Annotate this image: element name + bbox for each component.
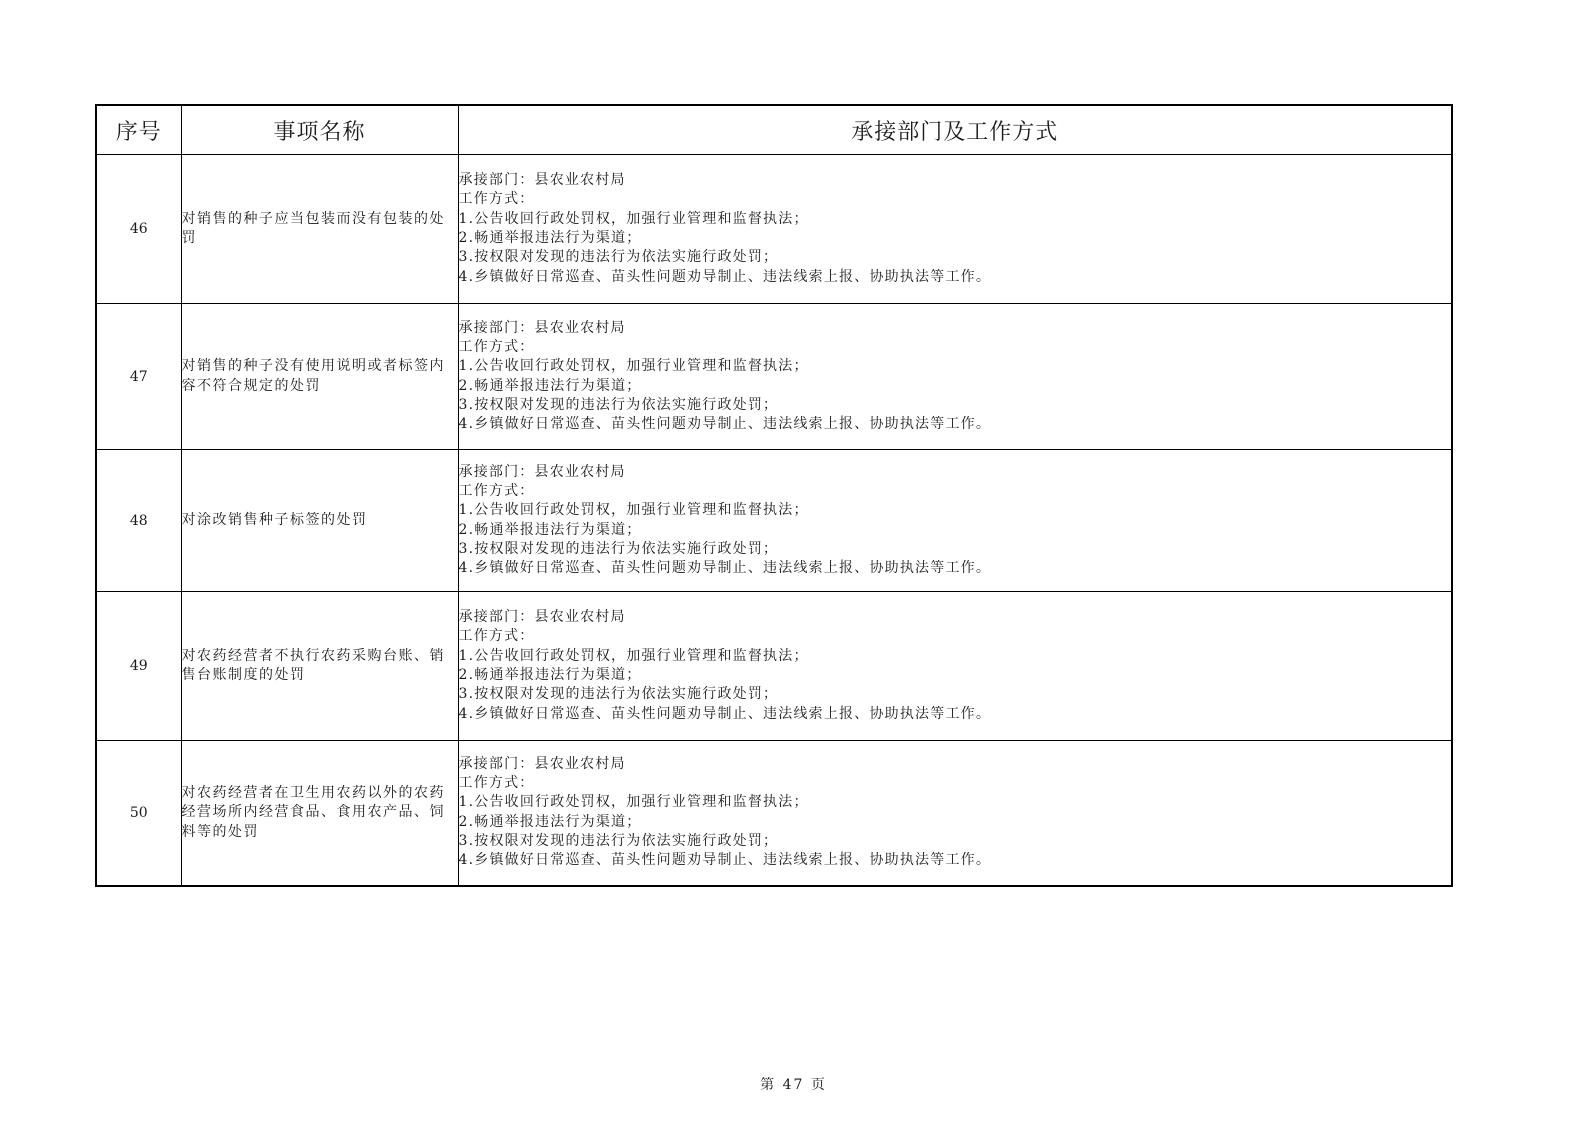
department-method-cell <box>458 304 1452 450</box>
method-label: 工作方式： <box>458 775 535 792</box>
method-step: 3.按权限对发现的违法行为依法实施行政处罚； <box>458 249 779 266</box>
method-label: 工作方式： <box>458 338 535 355</box>
page-number: 第 47 页 <box>760 1077 827 1093</box>
item-name: 对销售的种子没有使用说明或者标签内容不符合规定的处罚 <box>181 304 458 450</box>
header-serial-number: 序号 <box>96 105 181 155</box>
method-step: 2.畅通举报违法行为渠道； <box>458 521 642 538</box>
serial-number: 46 <box>96 155 181 304</box>
method-label: 工作方式： <box>458 628 535 645</box>
department-method-cell <box>458 741 1452 886</box>
item-name: 对涂改销售种子标签的处罚 <box>181 450 458 592</box>
method-step: 1.公告收回行政处罚权，加强行业管理和监督执法； <box>458 502 809 519</box>
method-step: 4.乡镇做好日常巡查、苗头性问题劝导制止、违法线索上报、协助执法等工作。 <box>458 268 992 285</box>
table-row <box>96 450 1452 592</box>
method-label: 工作方式： <box>458 191 535 208</box>
method-step: 1.公告收回行政处罚权，加强行业管理和监督执法； <box>458 794 809 811</box>
item-name: 对农药经营者在卫生用农药以外的农药经营场所内经营食品、食用农产品、饲料等的处罚 <box>181 741 458 886</box>
department-method-cell <box>458 592 1452 741</box>
table-row <box>96 592 1452 741</box>
items-table <box>95 104 1453 887</box>
method-step: 3.按权限对发现的违法行为依法实施行政处罚； <box>458 833 779 850</box>
department-method-cell <box>458 450 1452 592</box>
department-method-cell <box>458 155 1452 304</box>
method-step: 4.乡镇做好日常巡查、苗头性问题劝导制止、违法线索上报、协助执法等工作。 <box>458 560 992 577</box>
method-step: 2.畅通举报违法行为渠道； <box>458 230 642 246</box>
table-row <box>96 304 1452 450</box>
serial-number: 49 <box>96 592 181 741</box>
method-step: 4.乡镇做好日常巡查、苗头性问题劝导制止、违法线索上报、协助执法等工作。 <box>458 705 992 722</box>
method-step: 2.畅通举报违法行为渠道； <box>458 377 642 394</box>
method-step: 2.畅通举报违法行为渠道； <box>458 813 642 830</box>
table-row <box>96 741 1452 886</box>
method-step: 3.按权限对发现的违法行为依法实施行政处罚； <box>458 686 779 703</box>
department-line: 承接部门：县农业农村局 <box>458 463 626 480</box>
department-line: 承接部门：县农业农村局 <box>458 172 626 189</box>
serial-number: 48 <box>96 450 181 592</box>
method-step: 4.乡镇做好日常巡查、苗头性问题劝导制止、违法线索上报、协助执法等工作。 <box>458 852 992 869</box>
header-department-and-method: 承接部门及工作方式 <box>458 105 1452 155</box>
method-step: 2.畅通举报违法行为渠道； <box>458 667 642 683</box>
department-line: 承接部门：县农业农村局 <box>458 609 626 626</box>
method-step: 1.公告收回行政处罚权，加强行业管理和监督执法； <box>458 210 809 227</box>
serial-number: 50 <box>96 741 181 886</box>
method-step: 4.乡镇做好日常巡查、苗头性问题劝导制止、违法线索上报、协助执法等工作。 <box>458 416 992 433</box>
header-item-name: 事项名称 <box>181 105 458 155</box>
method-step: 1.公告收回行政处罚权，加强行业管理和监督执法； <box>458 647 809 664</box>
department-line: 承接部门：县农业农村局 <box>458 755 626 772</box>
item-name: 对农药经营者不执行农药采购台账、销售台账制度的处罚 <box>181 592 458 741</box>
table-row <box>96 155 1452 304</box>
department-line: 承接部门：县农业农村局 <box>458 319 626 336</box>
method-step: 3.按权限对发现的违法行为依法实施行政处罚； <box>458 540 779 557</box>
item-name: 对销售的种子应当包装而没有包装的处罚 <box>181 155 458 304</box>
table-header-row <box>96 105 1452 155</box>
method-step: 3.按权限对发现的违法行为依法实施行政处罚； <box>458 396 779 413</box>
serial-number: 47 <box>96 304 181 450</box>
method-step: 1.公告收回行政处罚权，加强行业管理和监督执法； <box>458 358 809 375</box>
method-label: 工作方式： <box>458 482 535 499</box>
